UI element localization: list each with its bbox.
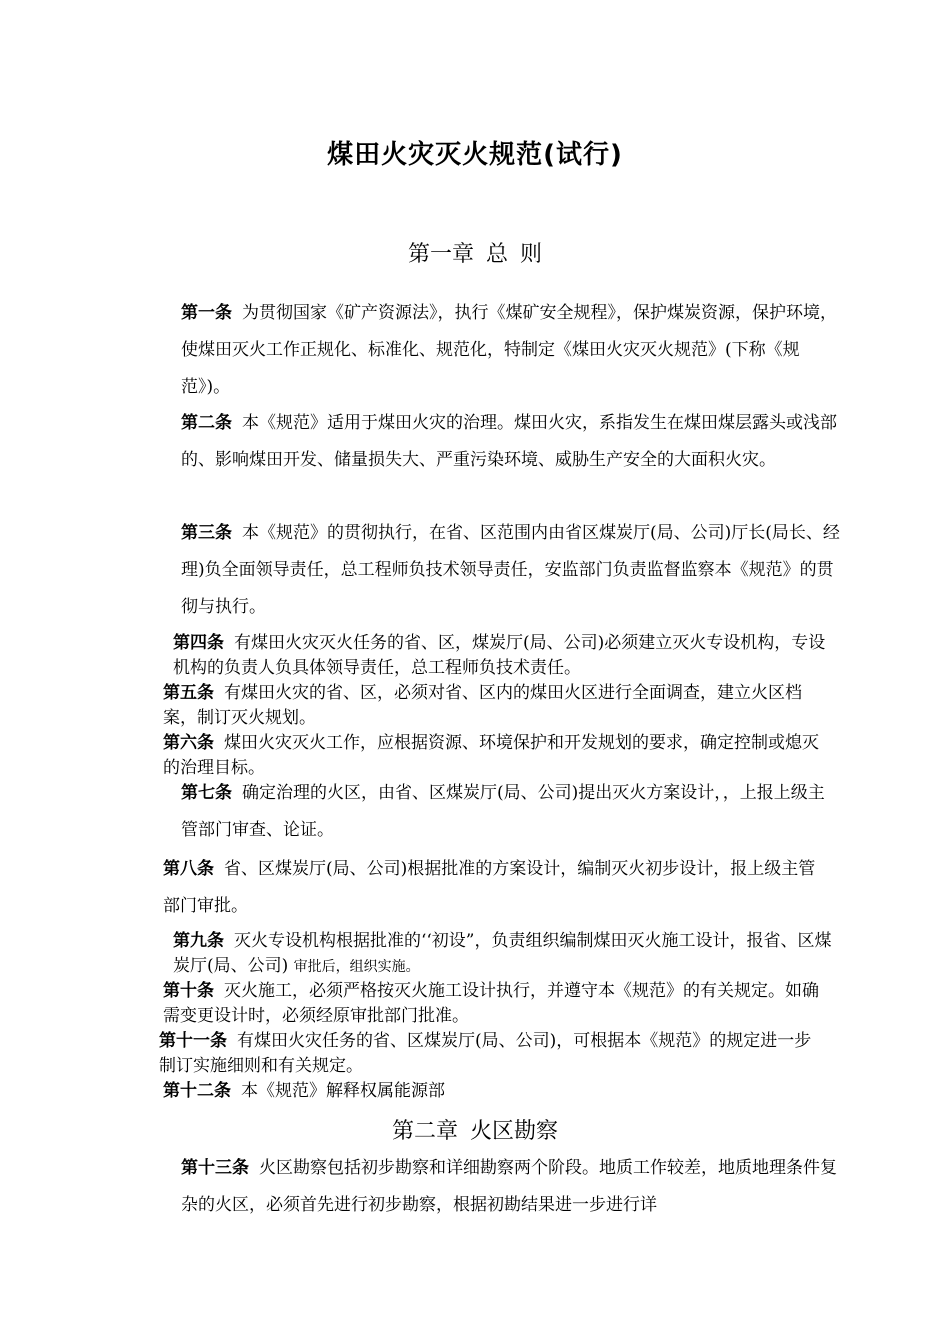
document-title: 煤田火灾灭火规范(试行) (327, 140, 623, 170)
article-text: 有煤田火灾灭火任务的省、区，煤炭厅(局、公司)必须建立灭火专设机构，专设机构的负责人负具体领导责任，总工程师负技术责任。 (173, 633, 826, 678)
article-label: 第十二条 (163, 1081, 231, 1101)
article (145, 929, 833, 980)
article-label: 第二条 (181, 413, 232, 433)
article-label: 第九条 (173, 931, 224, 951)
article (145, 851, 823, 925)
article (145, 1029, 819, 1079)
article-text: 本《规范》适用于煤田火灾的治理。煤田火灾，系指发生在煤田煤层露头或浅部的、影响煤田开发、储量损失大、严重污染环境、威胁生产安全的大面积火灾。 (181, 413, 837, 470)
article-label: 第七条 (181, 783, 232, 803)
article-text: 有煤田火灾的省、区，必须对省、区内的煤田火区进行全面调查，建立火区档案，制订灭火规划。 (163, 683, 802, 728)
article-text: 本《规范》解释权属能源部 (241, 1081, 445, 1101)
article-label: 第三条 (181, 523, 232, 543)
article-text: 有煤田火灾任务的省、区煤炭厅(局、公司)，可根据本《规范》的规定进一步制订实施细则和有关规定。 (159, 1031, 812, 1076)
article-label: 第一条 (181, 303, 232, 323)
article-text: 确定治理的火区，由省、区煤炭厅(局、公司)提出灭火方案设计，，上报上级主管部门审查、论证。 (181, 783, 825, 840)
chapter-name: 总 (485, 242, 508, 267)
chapter-heading (0, 1114, 950, 1145)
article-text: 为贯彻国家《矿产资源法》，执行《煤矿安全规程》，保护煤炭资源，保护环境，使煤田灭火工作正规化、标准化、规范化，特制定《煤田火灾灭火规范》(下称《规范》)。 (181, 303, 837, 397)
article-label: 第十一条 (159, 1031, 227, 1051)
article-label: 第四条 (173, 633, 224, 653)
article-text: 火区勘察包括初步勘察和详细勘察两个阶段。地质工作较差，地质地理条件复杂的火区，必须首先进行初步勘察，根据初勘结果进一步进行详 (181, 1158, 837, 1215)
chapter-name: 则 (520, 242, 543, 267)
article-text: 省、区煤炭厅(局、公司)根据批准的方案设计，编制灭火初步设计，报上级主管部门审批。 (163, 859, 816, 916)
article-label: 第十条 (163, 981, 214, 1001)
article (145, 515, 841, 626)
article (145, 681, 823, 731)
article-label: 第八条 (163, 859, 214, 879)
article (145, 1150, 841, 1224)
article (145, 1079, 823, 1104)
article (145, 731, 823, 781)
article-text: 本《规范》的贯彻执行，在省、区范围内由省区煤炭厅(局、公司)厅长(局长、经理)负全面领导责任，总工程师负技术领导责任，安监部门负责监督监察本《规范》的贯彻与执行。 (181, 523, 840, 617)
chapter-heading (0, 237, 950, 268)
article (145, 631, 833, 681)
article (145, 775, 841, 849)
article-label: 第十三条 (181, 1158, 249, 1178)
chapter-name: 火区勘察 (470, 1119, 559, 1144)
article-label: 第五条 (163, 683, 214, 703)
article-label: 第六条 (163, 733, 214, 753)
article-text: 灭火专设机构根据批准的‘‘初设”，负责组织编制煤田灭火施工设计，报省、区煤炭厅(局、公司) (173, 931, 832, 976)
article-text: 煤田火灾灭火工作，应根据资源、环境保护和开发规划的要求，确定控制或熄灭的治理目标。 (163, 733, 819, 778)
chapter-number: 第二章 (391, 1119, 458, 1144)
article (145, 295, 841, 406)
article-text: 灭火施工，必须严格按灭火施工设计执行，并遵守本《规范》的有关规定。如确需变更设计时，必须经原审批部门批准。 (163, 981, 819, 1026)
article (145, 979, 823, 1029)
chapter-number: 第一章 (407, 242, 474, 267)
article-text-small: 审批后，组织实施。 (293, 959, 420, 975)
article (145, 405, 841, 479)
